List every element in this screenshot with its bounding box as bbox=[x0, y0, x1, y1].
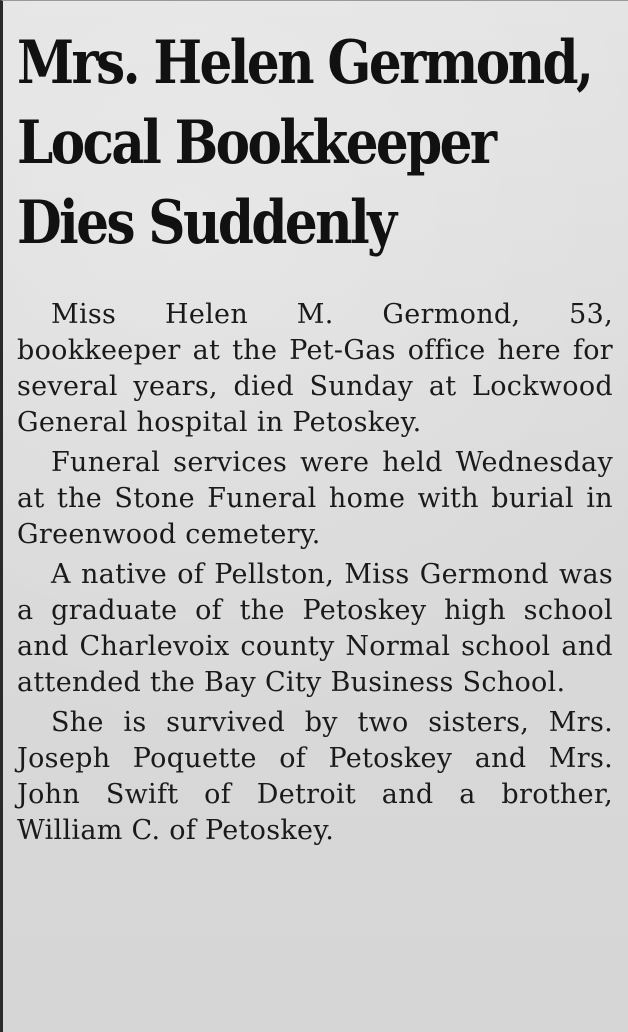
article-body bbox=[17, 297, 613, 853]
headline-line-1: Mrs. Helen Germond, bbox=[17, 28, 592, 98]
headline-line-3: Dies Suddenly bbox=[17, 188, 395, 258]
headline-line-2: Local Bookkeeper bbox=[17, 108, 495, 178]
paragraph-background: A native of Pellston, Miss Germond was a graduate of the Petoskey high school and Charlevoix county Normal school and attended the Bay City Business School. bbox=[17, 559, 613, 698]
headline bbox=[17, 23, 592, 263]
paragraph-funeral: Funeral services were held Wednesday at the Stone Funeral home with burial in Greenwood cemetery. bbox=[17, 447, 613, 550]
paragraph-survivors: She is survived by two sisters, Mrs. Joseph Poquette of Petoskey and Mrs. John Swift of Detroit and a brother, William C. of Petoskey. bbox=[17, 707, 613, 846]
paragraph-death-notice: Miss Helen M. Germond, 53, bookkeeper at the Pet-Gas office here for several years, died Sunday at Lockwood General hospital in Petoskey. bbox=[17, 299, 613, 438]
